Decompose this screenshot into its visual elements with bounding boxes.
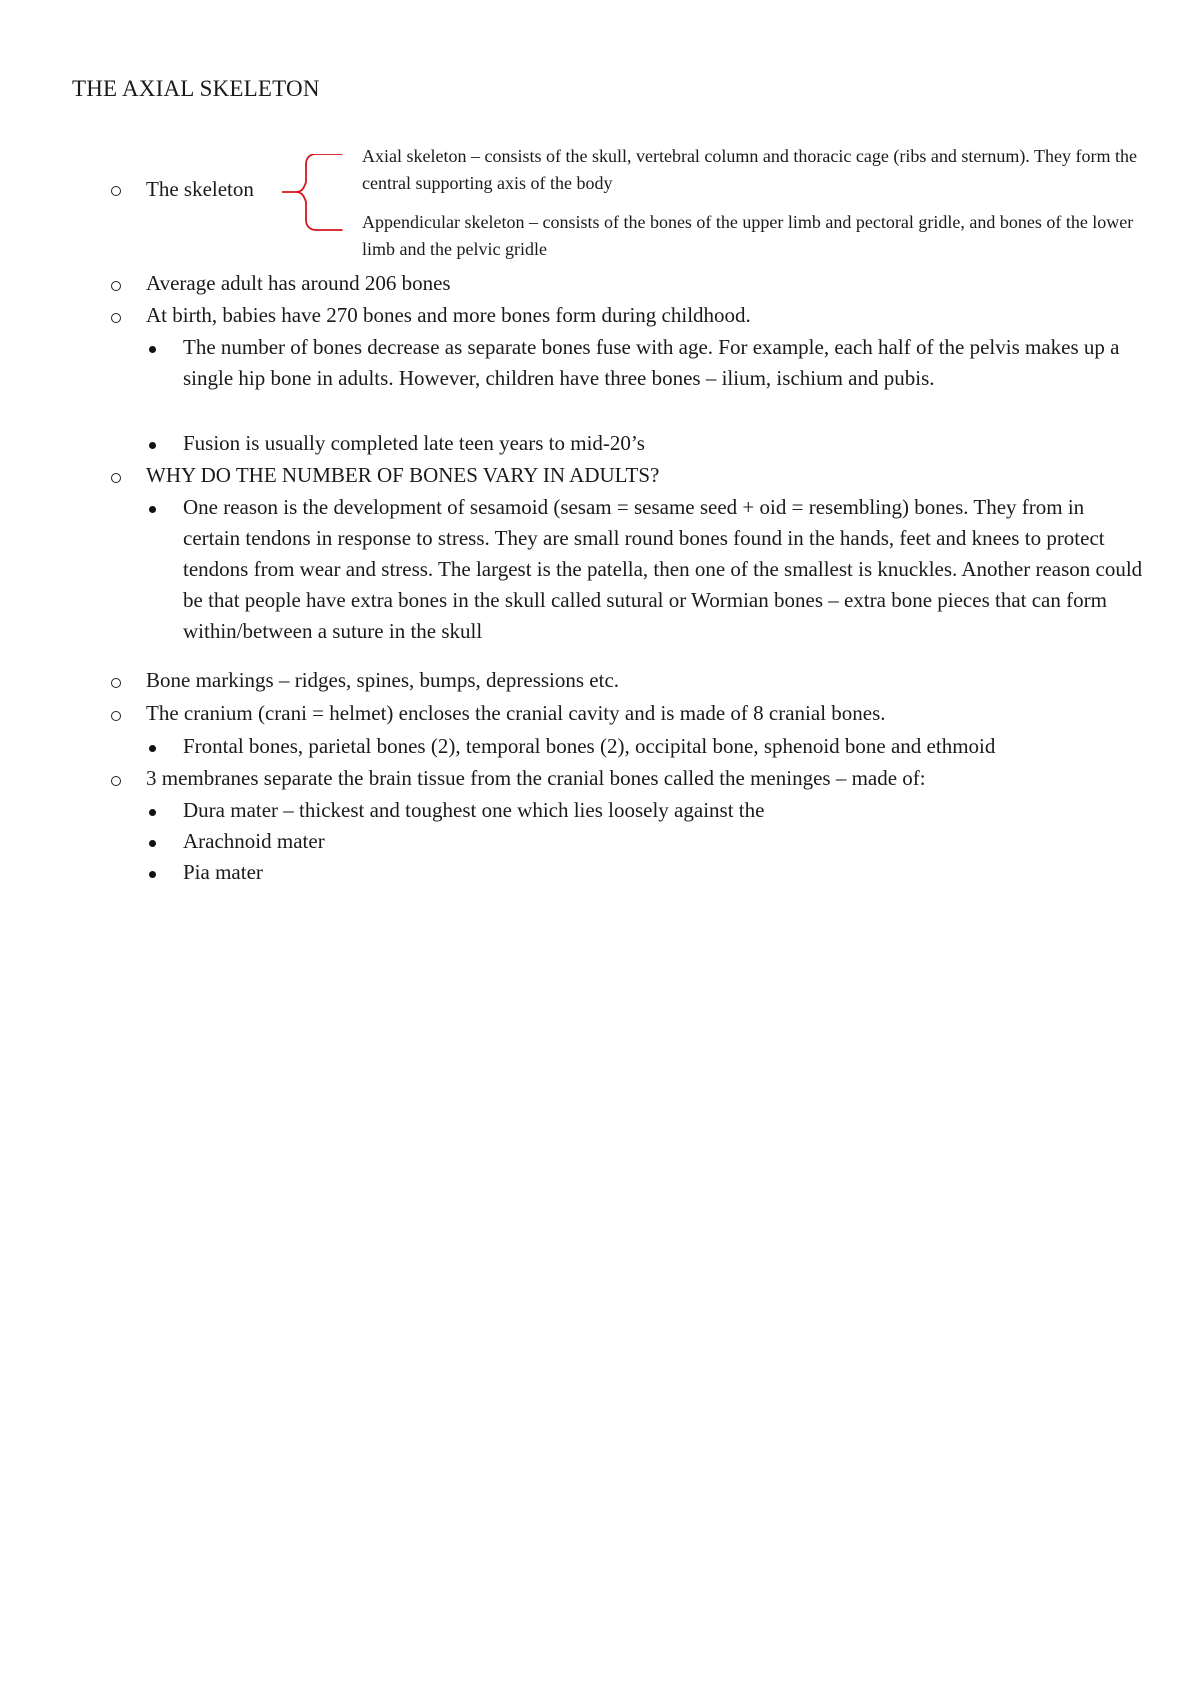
list-item: 3 membranes separate the brain tissue from the cranial bones called the meninges – made of: [146,766,926,790]
axial-skeleton-branch: Axial skeleton – consists of the skull, vertebral column and thoracic cage (ribs and sternum). They form the central supporting axis of the body [362,146,1137,193]
list-item: Bone markings – ridges, spines, bumps, depressions etc. [146,668,620,692]
dot-bullet [149,506,156,513]
sub-list-item: Fusion is usually completed late teen years to mid-20’s [183,431,645,455]
dot-bullet [149,809,156,816]
sub-list-item: Dura mater – thickest and toughest one which lies loosely against the [183,798,765,822]
circle-bullet [111,281,121,291]
list-item: At birth, babies have 270 bones and more bones form during childhood. [146,303,751,327]
skeleton-label: The skeleton [146,177,254,201]
sub-list-item: Pia mater [183,860,263,884]
dot-bullet [149,840,156,847]
sub-list-item: Frontal bones, parietal bones (2), temporal bones (2), occipital bone, sphenoid bone and ethmoid [183,734,996,758]
circle-bullet [111,678,121,688]
circle-bullet [111,711,121,721]
circle-bullet [111,473,121,483]
sub-list-item: Arachnoid mater [183,829,325,853]
circle-bullet [111,186,121,196]
dot-bullet [149,745,156,752]
page-title: THE AXIAL SKELETON [72,76,320,101]
sub-list-item: The number of bones decrease as separate bones fuse with age. For example, each half of the pelvis makes up a single hip bone in adults. However, children have three bones – ilium, ischium and pubis. [183,335,1120,390]
circle-bullet [111,313,121,323]
list-item: WHY DO THE NUMBER OF BONES VARY IN ADULTS? [146,463,660,487]
list-item: The cranium (crani = helmet) encloses the cranial cavity and is made of 8 cranial bones. [146,701,886,725]
appendicular-skeleton-branch: Appendicular skeleton – consists of the bones of the upper limb and pectoral gridle, and bones of the lower limb and the pelvic gridle [362,212,1134,259]
red-bracket-icon [282,154,352,234]
dot-bullet [149,871,156,878]
list-item: Average adult has around 206 bones [146,271,451,295]
dot-bullet [149,442,156,449]
dot-bullet [149,346,156,353]
circle-bullet [111,776,121,786]
sub-list-item: One reason is the development of sesamoid (sesam = sesame seed + oid = resembling) bones. They from in certain tendons in response to stress. They are small round bones found in the hands, feet and knees to protect tendons from wear and stress. The largest is the patella, then one of the smallest is knuckles. Another reason could be that people have extra bones in the skull called sutural or Wormian bones – extra bone pieces that can form within/between a suture in the skull [183,495,1143,643]
